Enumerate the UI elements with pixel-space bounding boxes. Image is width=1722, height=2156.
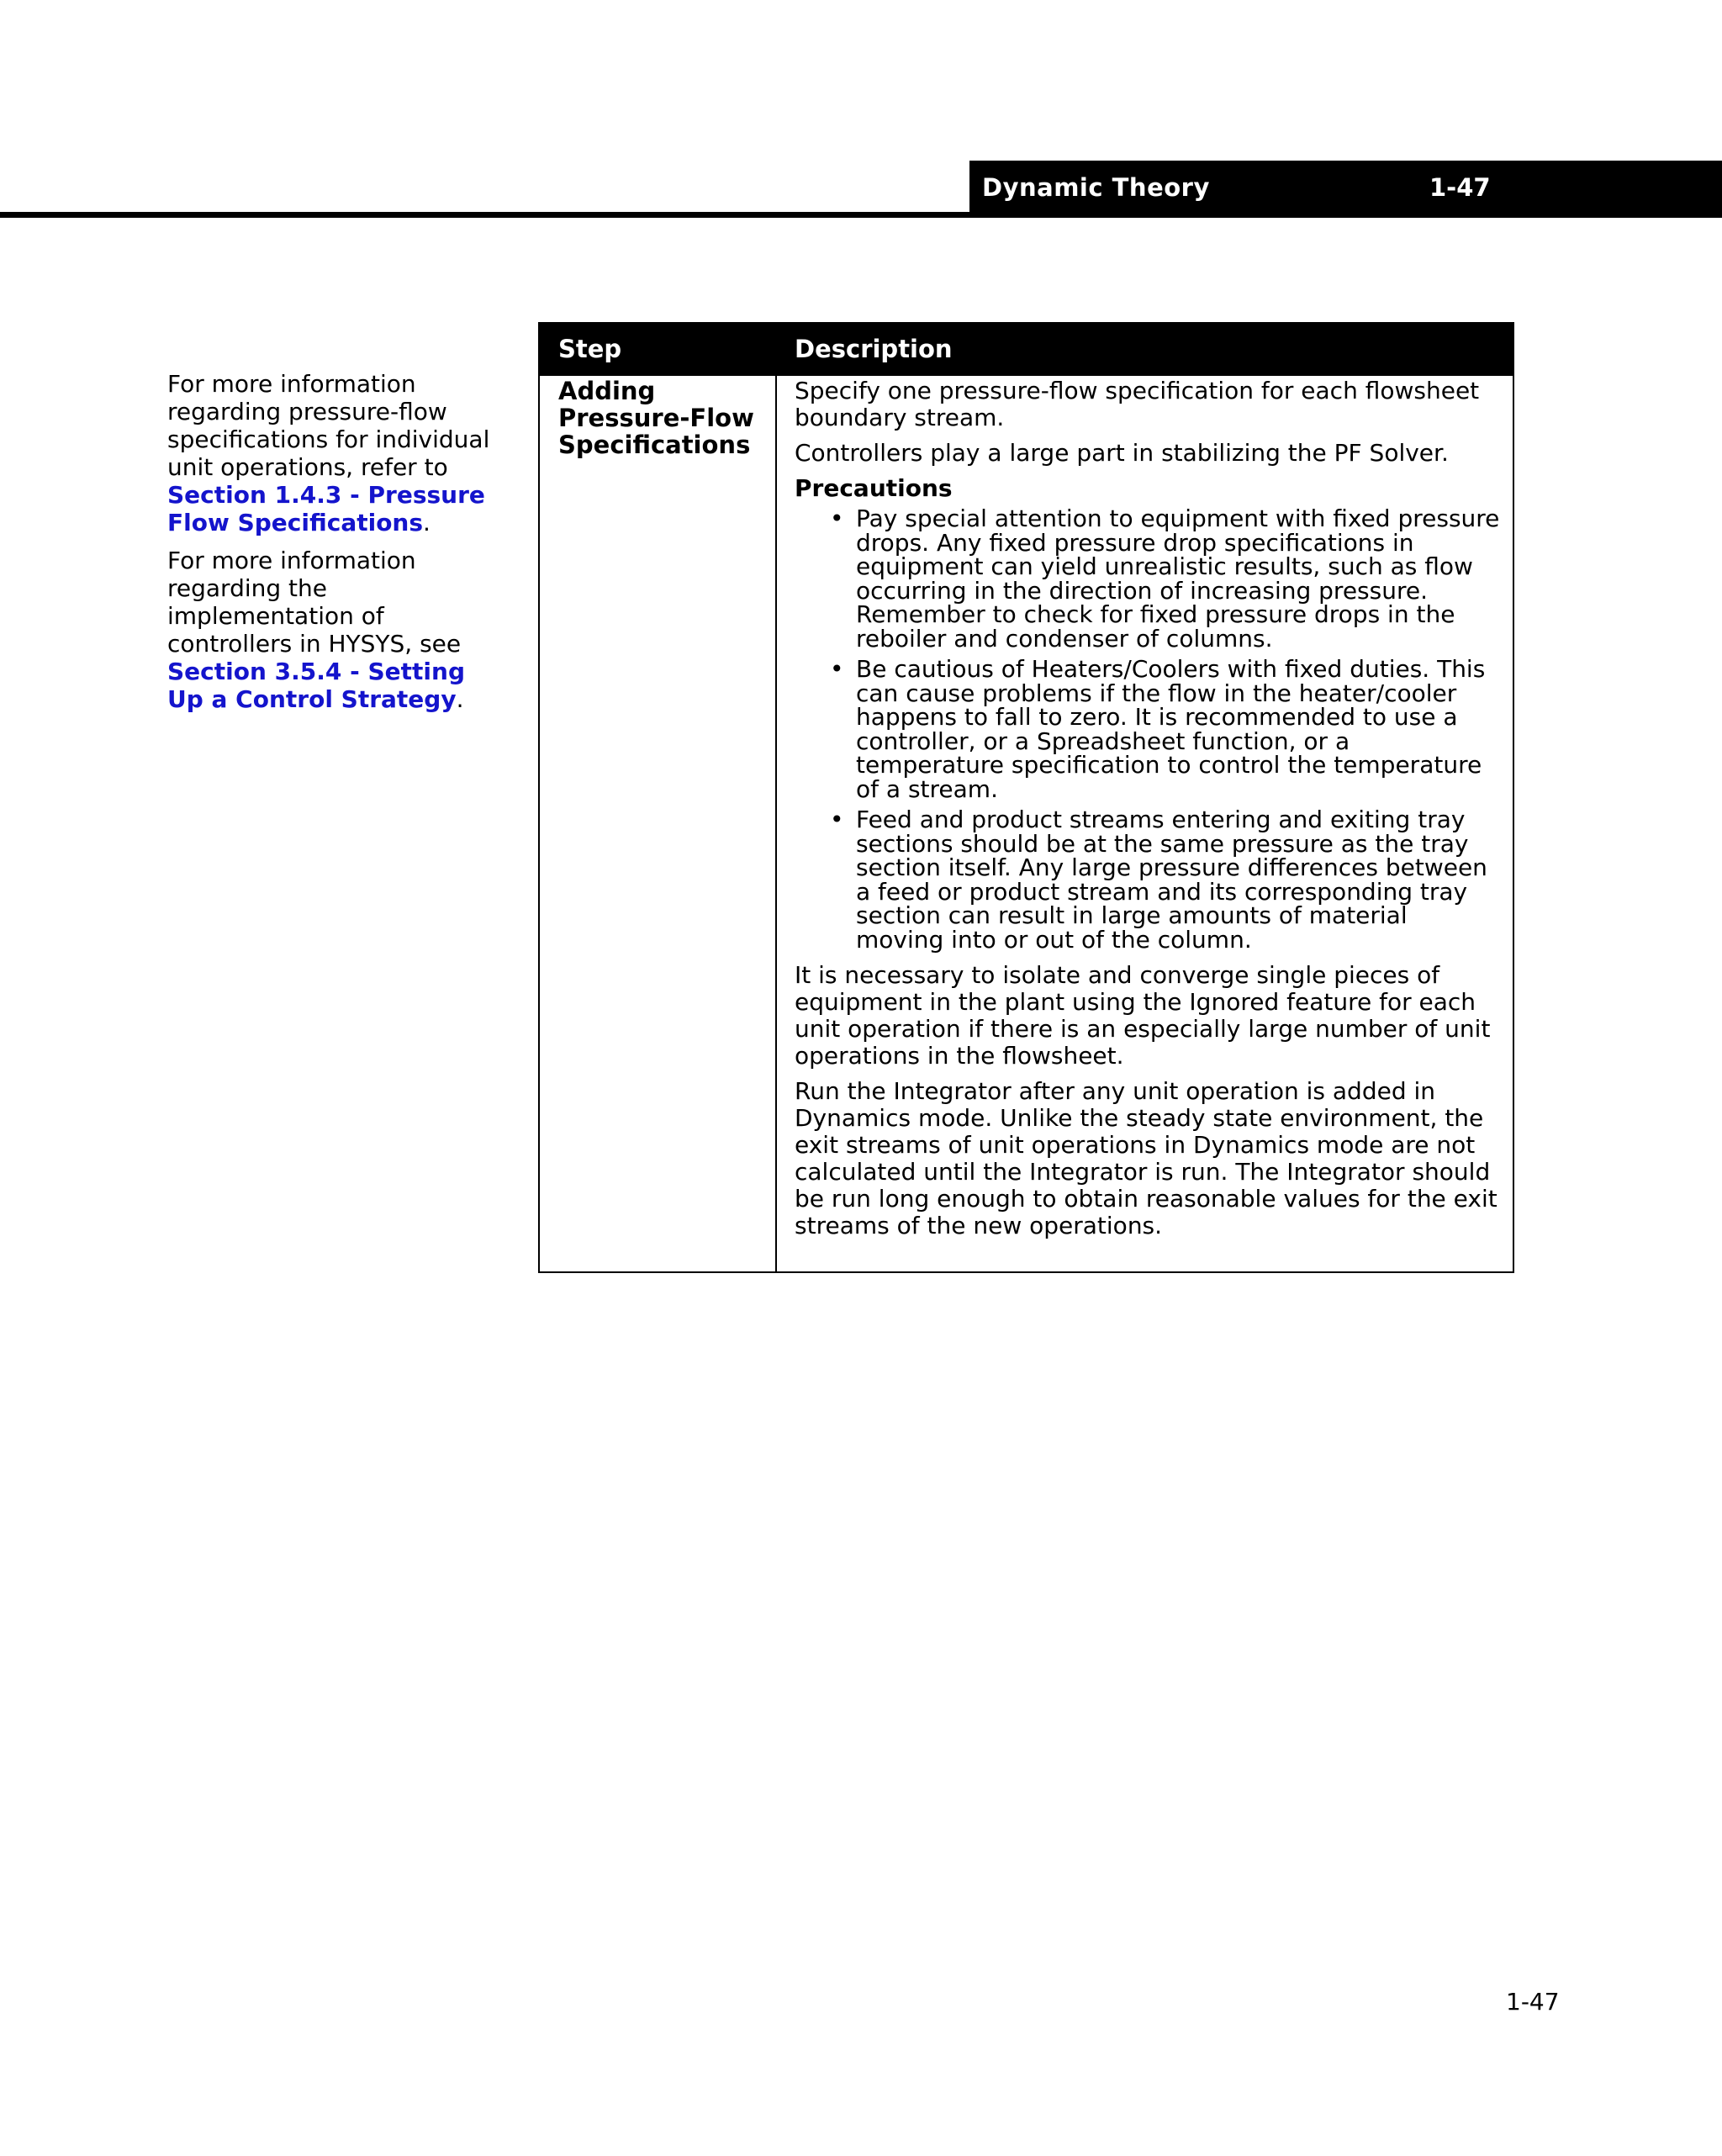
sidebar-notes bbox=[167, 370, 491, 723]
description-paragraph: Specify one pressure-flow specification for each flowsheet boundary stream. bbox=[795, 377, 1480, 431]
sidebar-note-controllers bbox=[167, 547, 491, 713]
chapter-title: Dynamic Theory bbox=[982, 173, 1210, 202]
header-page-number: 1-47 bbox=[1429, 173, 1491, 202]
sidebar-note-suffix: . bbox=[423, 509, 430, 536]
table-header-row bbox=[540, 324, 1513, 376]
step-line: Specifications bbox=[558, 431, 751, 459]
description-paragraph: It is necessary to isolate and converge single pieces of equipment in the plant using the Ignored feature for each unit operation if there is an especially large number of unit operations in the flowsheet. bbox=[795, 961, 1491, 1070]
list-item-text: Pay special attention to equipment with fixed pressure drops. Any fixed pressure drop specifications in equipment can yield unrealistic results, such as flow occurring in the direction of increasing pressure. Remember to check for fixed pressure drops in the reboiler and condenser of columns. bbox=[856, 505, 1500, 653]
list-item-text: Feed and product streams entering and exiting tray sections should be at the same pressure as the tray section itself. Any large pressure differences between a feed or product stream and its corresponding tray section can result in large amounts of material moving into or out of the column. bbox=[856, 806, 1487, 954]
link-section-3-5-4[interactable]: Section 3.5.4 - Setting Up a Control Strategy bbox=[167, 658, 465, 713]
list-item bbox=[795, 808, 1501, 952]
bullet-icon: • bbox=[830, 655, 844, 683]
sidebar-note-pressure-flow bbox=[167, 370, 491, 536]
description-cell bbox=[795, 378, 1501, 1248]
description-paragraph: Controllers play a large part in stabilizing the PF Solver. bbox=[795, 439, 1449, 467]
precautions-heading: Precautions bbox=[795, 474, 953, 502]
sidebar-note-text: For more information regarding the implementation of controllers in HYSYS, see bbox=[167, 547, 462, 658]
sidebar-note-suffix: . bbox=[456, 685, 464, 713]
footer-page-number: 1-47 bbox=[1506, 1988, 1560, 2016]
bullet-icon: • bbox=[830, 806, 844, 833]
precautions-list bbox=[795, 507, 1501, 952]
column-divider bbox=[775, 324, 777, 1271]
steps-table bbox=[538, 322, 1514, 1273]
list-item bbox=[795, 507, 1501, 651]
list-item-text: Be cautious of Heaters/Coolers with fixed duties. This can cause problems if the flow in the heater/cooler happens to fall to zero. It is recommended to use a controller, or a Spreadsheet function, or a temperature specification to control the temperature of a stream. bbox=[856, 655, 1486, 803]
list-item bbox=[795, 655, 1501, 803]
bullet-icon: • bbox=[830, 505, 844, 532]
sidebar-note-text: For more information regarding pressure-flow specifications for individual unit operations, refer to bbox=[167, 370, 490, 481]
step-cell bbox=[558, 378, 764, 458]
description-paragraph: Run the Integrator after any unit operation is added in Dynamics mode. Unlike the steady state environment, the exit streams of unit operations in Dynamics mode are not calculated until the Integrator is run. The Integrator should be run long enough to obtain reasonable values for the exit streams of the new operations. bbox=[795, 1077, 1498, 1239]
step-line: Pressure-Flow bbox=[558, 404, 754, 432]
step-line: Adding bbox=[558, 377, 656, 405]
link-section-1-4-3[interactable]: Section 1.4.3 - Pressure Flow Specifications bbox=[167, 481, 485, 536]
column-header-step: Step bbox=[558, 335, 622, 363]
column-header-description: Description bbox=[795, 335, 953, 363]
